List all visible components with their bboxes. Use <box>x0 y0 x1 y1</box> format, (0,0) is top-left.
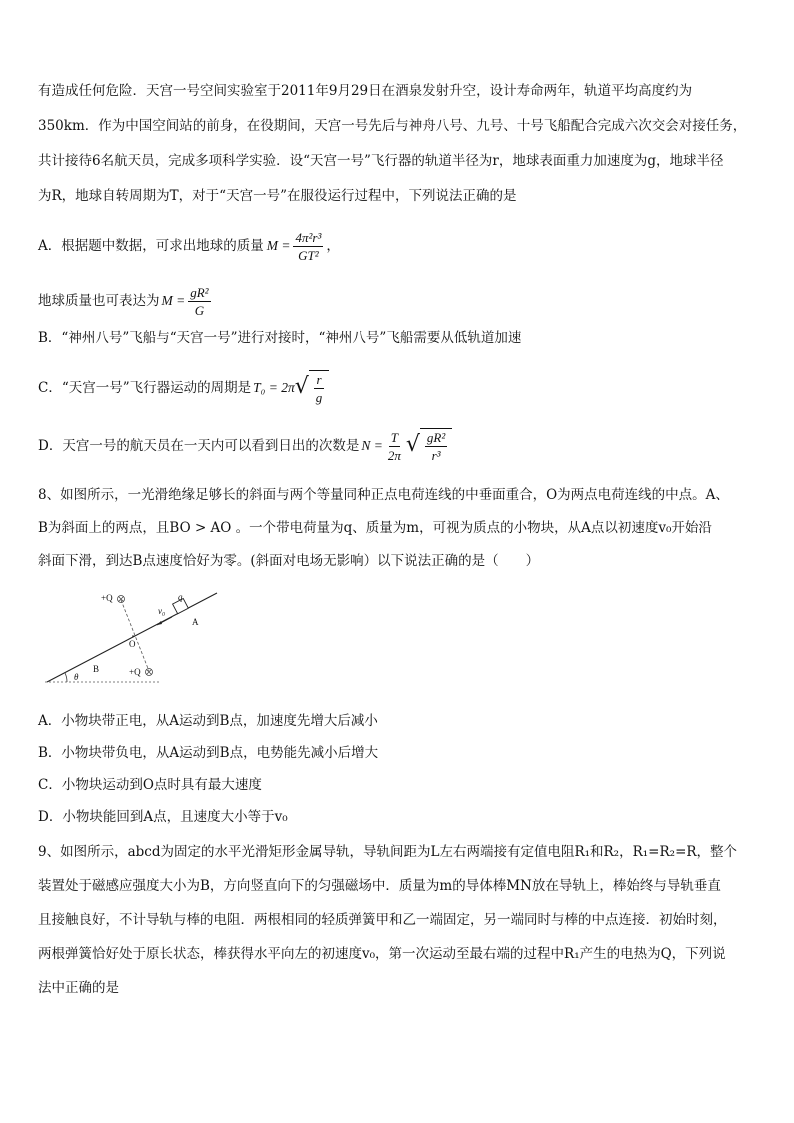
q7-option-a2-fraction <box>188 284 210 319</box>
q9-stem-line-1: 9、如图所示，abcd为固定的水平光滑矩形金属导轨，导轨间距为L左右两端接有定值电阻R₁和R₂，R₁=R₂=R，整个 <box>38 844 738 860</box>
q8-options <box>38 705 760 833</box>
q7-option-c-sqrt <box>295 370 330 406</box>
label-q: q <box>178 592 183 602</box>
q7-option-c-denominator: g <box>315 390 323 405</box>
q9-stem <box>38 837 760 1004</box>
q7-option-d-numerator: T <box>390 429 398 445</box>
q8-option-a: A．小物块带正电，从A运动到B点，加速度先增大后减小 <box>38 713 378 729</box>
sqrt-icon: √ <box>294 374 309 399</box>
q8-stem <box>38 480 760 577</box>
q7-option-a-suffix: ， <box>326 238 340 254</box>
q7-option-a-lhs: M = <box>266 238 291 253</box>
q7-option-c-text: C．“天宫一号”飞行器运动的周期是 <box>38 380 252 396</box>
q7-option-c-lhs: T₀ = 2π <box>253 380 295 395</box>
q7-option-b: B．“神州八号”飞船与“天宫一号”进行对接时，“神州八号”飞船需要从低轨道加速 <box>38 330 522 346</box>
q7-option-c-numerator: r <box>316 372 322 387</box>
q7-option-a2-numerator: gR² <box>190 284 209 300</box>
q7-option-a-continued <box>38 282 760 320</box>
q9-stem-line-5: 法中正确的是 <box>38 980 119 996</box>
q8-stem-line-2: B为斜面上的两点，且BO > AO 。一个带电荷量为q、质量为m，可视为质点的小物块，从A点以初速度v₀开始沿 <box>38 520 712 536</box>
q7-option-a-numerator: 4π²r³ <box>295 229 322 245</box>
label-a: A <box>192 617 199 627</box>
q9-stem-line-4: 两根弹簧恰好处于原长状态，棒获得水平向左的初速度v₀，第一次运动至最右端的过程中R₁产生的电热为Q，下列说 <box>38 946 726 962</box>
q7-option-a2-lhs: M = <box>161 293 186 308</box>
q7-option-d-fraction <box>386 429 403 464</box>
label-b: B <box>93 664 100 674</box>
q7-option-d-lhs: N = <box>361 438 383 453</box>
document-page <box>38 76 760 1004</box>
q7-option-c <box>38 366 760 410</box>
q7-option-d-text: D．天宫一号的航天员在一天内可以看到日出的次数是 <box>38 438 360 454</box>
q7-option-a-fraction <box>293 229 323 264</box>
label-o: O <box>129 639 136 649</box>
q8-figure <box>45 585 245 695</box>
q7-option-a-text: A．根据题中数据，可求出地球的质量 <box>38 238 264 254</box>
q8-stem-line-1: 8、如图所示，一光滑绝缘足够长的斜面与两个等量同种正点电荷连线的中垂面重合，O为两点电荷连线的中点。A、 <box>38 487 729 503</box>
q7-option-a2-denominator: G <box>194 302 205 318</box>
q7-stem-line-4: 为R，地球自转周期为T，对于“天宫一号”在服役运行过程中，下列说法正确的是 <box>38 188 517 204</box>
point-o <box>132 635 134 637</box>
q8-option-b: B．小物块带负电，从A运动到B点，电势能先减小后增大 <box>38 745 379 761</box>
q7-stem-line-2: 350km．作为中国空间站的前身，在役期间，天宫一号先后与神舟八号、九号、十号飞船配合完成六次交会对接任务， <box>38 118 747 134</box>
q8-stem-line-3: 斜面下滑，到达B点速度恰好为零。(斜面对电场无影响）以下说法正确的是（ ） <box>38 553 540 569</box>
q7-stem-line-3: 共计接待6名航天员，完成多项科学实验．设“天宫一号”飞行器的轨道半径为r，地球表面重力加速度为g，地球半径 <box>38 153 724 169</box>
sqrt-icon: √ <box>405 432 420 457</box>
q9-stem-line-2: 装置处于磁感应强度大小为B，方向竖直向下的匀强磁场中．质量为m的导体棒MN放在导轨上，棒始终与导轨垂直 <box>38 878 721 894</box>
label-theta: θ <box>74 672 79 682</box>
label-charge-bottom: +Q <box>129 667 141 677</box>
q7-option-d-sqrt <box>406 428 452 464</box>
q7-option-d <box>38 422 760 470</box>
q7-stem <box>38 76 760 212</box>
label-v0: v₀ <box>158 606 166 616</box>
q7-option-a <box>38 226 760 266</box>
q7-stem-line-1: 有造成任何危险．天宫一号空间实验室于2011年9月29日在酒泉发射升空，设计寿命两年，轨道平均高度约为 <box>38 83 693 99</box>
q7-option-d-root-denominator: r³ <box>431 448 441 463</box>
q7-option-d-root-numerator: gR² <box>426 430 446 445</box>
q7-option-d-root-fraction <box>425 429 447 464</box>
q7-option-a-denominator: GT² <box>298 247 319 263</box>
q7-option-c-fraction <box>314 371 325 406</box>
q8-option-c: C．小物块运动到O点时具有最大速度 <box>38 777 262 793</box>
angle-arc <box>65 673 67 682</box>
q8-option-d: D．小物块能回到A点，且速度大小等于v₀ <box>38 809 288 825</box>
q7-option-d-denominator: 2π <box>387 447 401 463</box>
q9-stem-line-3: 且接触良好，不计导轨与棒的电阻．两根相同的轻质弹簧甲和乙一端固定，另一端同时与棒的中点连接．初始时刻， <box>38 912 727 928</box>
label-charge-top: +Q <box>101 593 113 603</box>
q7-option-a2-text: 地球质量也可表达为 <box>38 293 160 309</box>
